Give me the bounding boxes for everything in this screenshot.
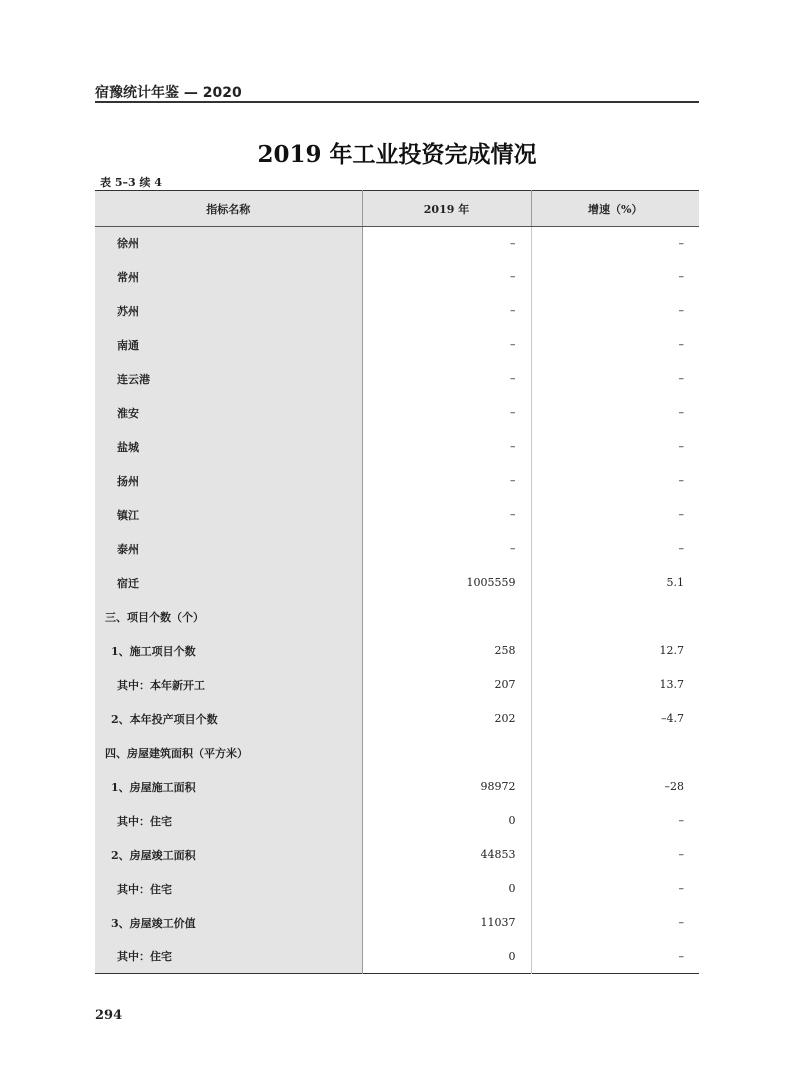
page-title: 2019 年工业投资完成情况 <box>257 141 537 168</box>
value-2019-cell: – <box>362 498 531 532</box>
growth-rate-cell: – <box>678 406 684 419</box>
growth-rate-cell <box>531 736 699 770</box>
value-2019-cell: 1005559 <box>362 566 531 600</box>
value-2019-cell: – <box>362 362 531 396</box>
indicator-name-cell: 盐城 <box>95 430 362 464</box>
value-2019-cell: 98972 <box>362 770 531 804</box>
growth-rate-cell: – <box>678 949 684 963</box>
value-2019-cell: 0 <box>362 804 531 838</box>
indicator-name-cell: 淮安 <box>95 396 362 430</box>
growth-rate-cell: – <box>678 236 684 250</box>
indicator-name-cell: 镇江 <box>95 498 362 532</box>
table-row <box>95 464 699 498</box>
indicator-name-cell: 其中：住宅 <box>95 940 362 974</box>
table-row <box>95 838 699 872</box>
growth-rate-cell: 5.1 <box>666 576 684 589</box>
value-2019-cell: 0 <box>362 872 531 906</box>
table-row <box>95 906 699 940</box>
growth-rate-cell: – <box>678 916 684 929</box>
value-2019-cell <box>362 736 531 770</box>
table-header-row <box>95 191 699 227</box>
column-header-2019: 2019 年 <box>362 191 531 227</box>
indicator-name-cell: 1、房屋施工面积 <box>95 770 362 804</box>
growth-rate-cell: –28 <box>664 780 684 793</box>
value-2019-cell: – <box>362 294 531 328</box>
table-row <box>95 566 699 600</box>
indicator-name-cell: 泰州 <box>95 532 362 566</box>
indicator-name-cell: 四、房屋建筑面积（平方米） <box>95 736 362 770</box>
table-row <box>95 227 699 260</box>
indicator-name-cell: 连云港 <box>95 362 362 396</box>
table-row <box>95 804 699 838</box>
growth-rate-cell: 12.7 <box>659 644 684 657</box>
table-row <box>95 498 699 532</box>
value-2019-cell: 202 <box>362 702 531 736</box>
value-2019-cell: 44853 <box>362 838 531 872</box>
table-row <box>95 362 699 396</box>
indicator-name-cell: 徐州 <box>95 227 362 260</box>
table-row <box>95 328 699 362</box>
value-2019-cell: 11037 <box>362 906 531 940</box>
growth-rate-cell: – <box>678 882 684 895</box>
indicator-name-cell: 宿迁 <box>95 566 362 600</box>
table-row <box>95 294 699 328</box>
growth-rate-cell: – <box>678 338 684 351</box>
indicator-name-cell: 2、本年投产项目个数 <box>95 702 362 736</box>
growth-rate-cell: – <box>678 440 684 453</box>
growth-rate-cell: – <box>678 474 684 487</box>
growth-rate-cell: – <box>678 304 684 317</box>
header-rule <box>95 101 699 103</box>
indicator-name-cell: 常州 <box>95 260 362 294</box>
statistics-table <box>95 190 699 974</box>
indicator-name-cell: 其中：住宅 <box>95 804 362 838</box>
growth-rate-cell: – <box>678 814 684 827</box>
indicator-name-cell: 其中：本年新开工 <box>95 668 362 702</box>
value-2019-cell: – <box>362 260 531 294</box>
table-row <box>95 770 699 804</box>
value-2019-cell: 207 <box>362 668 531 702</box>
table-row <box>95 600 699 634</box>
table-row <box>95 396 699 430</box>
table-row <box>95 872 699 906</box>
indicator-name-cell: 1、施工项目个数 <box>95 634 362 668</box>
value-2019-cell: – <box>362 227 531 260</box>
growth-rate-cell: – <box>678 508 684 521</box>
table-row <box>95 260 699 294</box>
growth-rate-cell: – <box>678 270 684 283</box>
growth-rate-cell: – <box>678 372 684 385</box>
value-2019-cell: – <box>362 396 531 430</box>
value-2019-cell <box>362 600 531 634</box>
indicator-name-cell: 其中：住宅 <box>95 872 362 906</box>
indicator-name-cell: 2、房屋竣工面积 <box>95 838 362 872</box>
growth-rate-cell: 13.7 <box>659 678 684 691</box>
value-2019-cell: – <box>362 430 531 464</box>
indicator-name-cell: 南通 <box>95 328 362 362</box>
value-2019-cell: 0 <box>362 940 531 974</box>
table-body <box>95 227 699 974</box>
value-2019-cell: – <box>362 532 531 566</box>
table-row <box>95 736 699 770</box>
growth-rate-cell: –4.7 <box>661 712 684 725</box>
running-head: 宿豫统计年鉴 — 2020 <box>95 85 242 101</box>
growth-rate-cell: – <box>678 848 684 861</box>
indicator-name-cell: 扬州 <box>95 464 362 498</box>
growth-rate-cell: – <box>678 542 684 555</box>
table-row <box>95 668 699 702</box>
indicator-name-cell: 3、房屋竣工价值 <box>95 906 362 940</box>
page-number: 294 <box>95 1008 123 1023</box>
column-header-indicator: 指标名称 <box>95 191 362 227</box>
column-header-growth: 增速（%） <box>531 191 699 227</box>
table-id: 表 5–3 续 4 <box>100 176 162 189</box>
indicator-name-cell: 苏州 <box>95 294 362 328</box>
value-2019-cell: – <box>362 328 531 362</box>
value-2019-cell: – <box>362 464 531 498</box>
growth-rate-cell <box>531 600 699 634</box>
indicator-name-cell: 三、项目个数（个） <box>95 600 362 634</box>
table-row <box>95 532 699 566</box>
table-row <box>95 634 699 668</box>
table-row <box>95 940 699 974</box>
value-2019-cell: 258 <box>362 634 531 668</box>
table-row <box>95 430 699 464</box>
table-row <box>95 702 699 736</box>
